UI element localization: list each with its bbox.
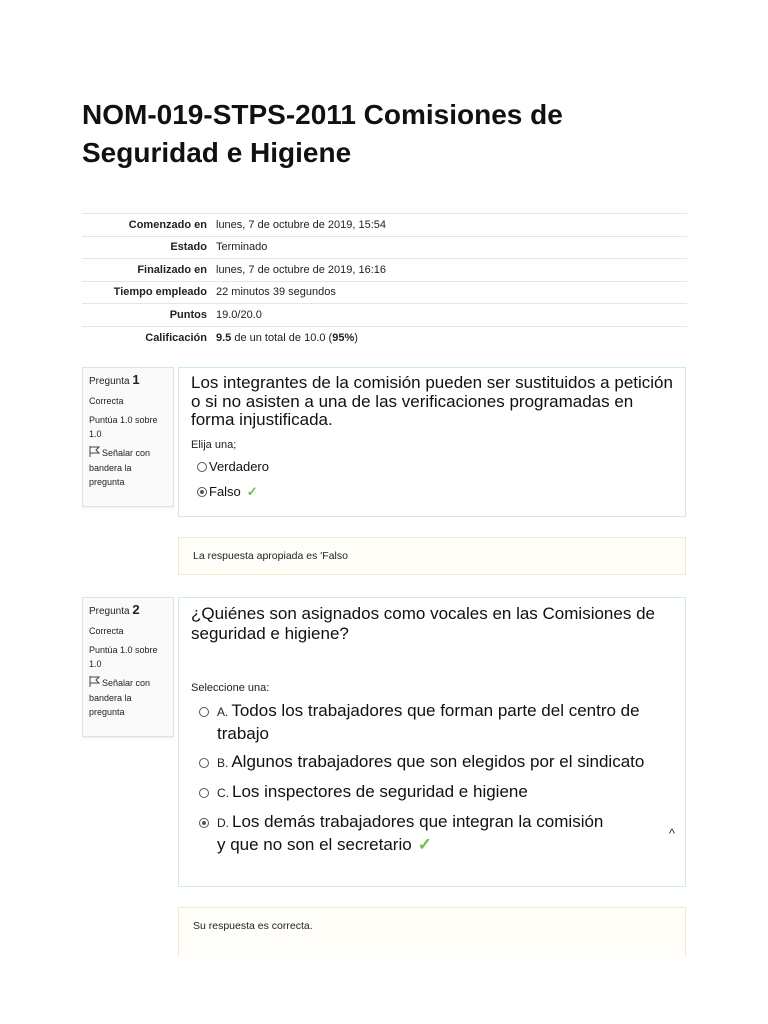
answer-prompt: Seleccione una: xyxy=(191,682,270,694)
grade-end: ) xyxy=(354,331,358,344)
question-text: Los integrantes de la comisión pueden ser sustituidos a petición o si no asisten a una de las verificaciones programadas en forma injustificada. xyxy=(191,373,673,429)
summary-row-grade xyxy=(82,326,687,349)
radio-button[interactable] xyxy=(199,788,209,798)
question-status: Correcta xyxy=(89,626,124,636)
answer-option-text: Los inspectores de seguridad e higiene xyxy=(232,782,528,801)
question-1-feedback xyxy=(178,537,686,575)
question-text: ¿Quiénes son asignados como vocales en las Comisiones de seguridad e higiene? xyxy=(191,604,655,643)
question-2-info xyxy=(82,597,174,737)
summary-label: Puntos xyxy=(169,308,207,321)
question-2-feedback xyxy=(178,907,686,957)
feedback-text: La respuesta apropiada es 'Falso xyxy=(193,550,348,562)
summary-value: lunes, 7 de octubre de 2019, 16:16 xyxy=(216,263,387,276)
answer-letter: C. xyxy=(217,786,229,800)
question-2-content xyxy=(178,597,686,887)
summary-label: Tiempo empleado xyxy=(113,286,207,299)
answer-letter: A. xyxy=(217,705,229,719)
attempt-summary-table xyxy=(82,213,687,349)
question-number xyxy=(89,603,168,619)
answer-option-verdadero[interactable] xyxy=(191,459,673,474)
radio-button[interactable] xyxy=(199,758,209,768)
answer-option-text: Todos los trabajadores que forman parte del centro de trabajo xyxy=(217,701,640,743)
answer-option-text: Verdadero xyxy=(209,458,269,474)
summary-value xyxy=(216,326,687,349)
radio-button-selected[interactable] xyxy=(199,818,209,828)
answer-option-b[interactable] xyxy=(191,751,673,774)
summary-value: 22 minutos 39 segundos xyxy=(216,286,336,299)
summary-row-started xyxy=(82,214,687,237)
answer-option-text: Falso xyxy=(209,483,241,499)
summary-label: Estado xyxy=(170,241,207,254)
summary-label: Comenzado en xyxy=(128,218,207,231)
question-number-value: 1 xyxy=(132,372,140,387)
radio-button[interactable] xyxy=(197,462,207,472)
answer-option-body xyxy=(217,811,611,855)
summary-label: Calificación xyxy=(145,331,207,344)
question-1-content xyxy=(178,367,686,517)
question-score: Puntúa 1.0 sobre 1.0 xyxy=(89,645,158,669)
answer-letter: B. xyxy=(217,756,229,770)
summary-value: lunes, 7 de octubre de 2019, 15:54 xyxy=(216,218,387,231)
answer-option-text: Los demás trabajadores que integran la comisión y que no son el secretario xyxy=(217,812,604,854)
answer-prompt: Elija una; xyxy=(191,438,237,451)
summary-row-points xyxy=(82,304,687,327)
answer-option-falso[interactable] xyxy=(191,484,673,500)
answer-option-a[interactable] xyxy=(191,700,673,744)
summary-row-time xyxy=(82,281,687,304)
summary-label: Finalizado en xyxy=(137,263,207,276)
feedback-text: Su respuesta es correcta. xyxy=(193,920,313,932)
checkmark-icon: ✓ xyxy=(246,483,258,499)
question-score: Puntúa 1.0 sobre 1.0 xyxy=(89,415,158,439)
radio-button-selected[interactable] xyxy=(197,487,207,497)
summary-value: Terminado xyxy=(216,241,268,254)
question-number xyxy=(89,373,168,389)
question-1-info xyxy=(82,367,174,507)
flag-question-label[interactable]: Señalar con bandera la pregunta xyxy=(89,678,151,718)
answer-option-c[interactable] xyxy=(191,781,673,804)
answer-option-text: Algunos trabajadores que son elegidos por el sindicato xyxy=(231,752,645,771)
flag-icon[interactable] xyxy=(89,446,102,461)
question-label: Pregunta xyxy=(89,376,130,387)
answer-option-body xyxy=(217,700,673,744)
grade-value: 9.5 xyxy=(216,331,232,344)
question-label: Pregunta xyxy=(89,606,130,617)
question-status: Correcta xyxy=(89,396,124,406)
answer-option-d[interactable] xyxy=(191,811,611,855)
answer-option-body xyxy=(217,781,528,804)
radio-button[interactable] xyxy=(199,707,209,717)
summary-value: 19.0/20.0 xyxy=(216,308,262,321)
grade-percent: 95% xyxy=(332,331,355,344)
grade-middle: de un total de 10.0 ( xyxy=(231,331,333,344)
summary-row-finished xyxy=(82,259,687,282)
flag-question-link[interactable] xyxy=(89,446,168,489)
summary-row-state xyxy=(82,236,687,259)
caret-up-icon[interactable]: ^ xyxy=(668,826,675,841)
question-number-value: 2 xyxy=(132,602,140,617)
flag-icon[interactable] xyxy=(89,676,102,691)
answer-option-body xyxy=(217,751,644,774)
answer-letter: D. xyxy=(217,816,229,830)
checkmark-icon: ✓ xyxy=(417,835,432,854)
page-title: NOM-019-STPS-2011 Comisiones de Seguridad e Higiene xyxy=(82,99,563,168)
flag-question-link[interactable] xyxy=(89,676,168,719)
flag-question-label[interactable]: Señalar con bandera la pregunta xyxy=(89,448,151,488)
